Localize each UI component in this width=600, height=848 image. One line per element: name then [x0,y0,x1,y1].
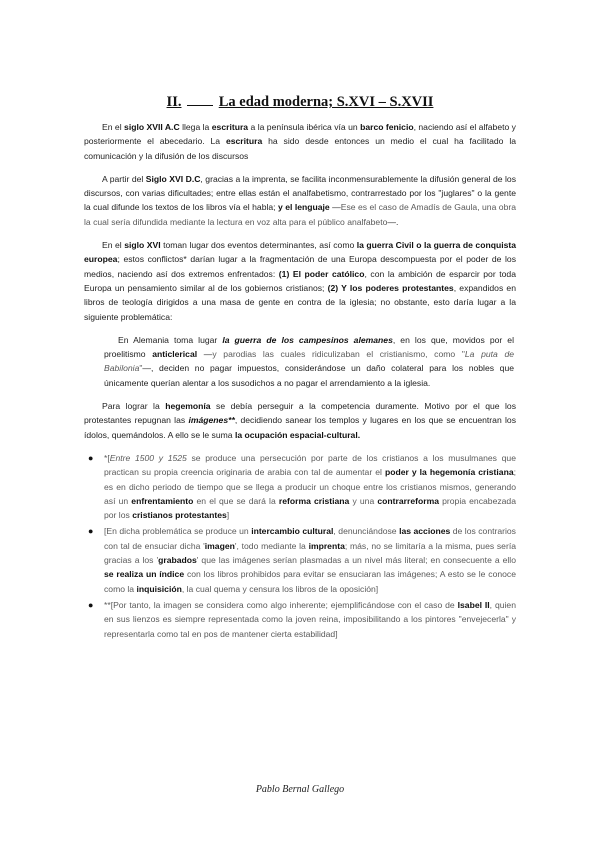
paragraph-2 [84,172,516,229]
text: , quien en sus lienzos es siempre representada como la joven reina, imposibilitando a los pintores "envejecerla" y representarla como tal en pos de mantener cierta estabilidad] [104,599,516,639]
bold-text: imprenta [308,540,345,551]
bold-text: grabados [158,555,197,566]
bold-text: se realiza un índice [104,569,185,580]
text: , gracias a la imprenta, se facilita inconmensurablemente la difusión general de los discursos, con varias dificultades; entre ellas están el analfabetismo, contrarrestado por los "juglares" o la gente la cual difunde los textos de los libros vía el habla; [84,173,516,213]
text: ', todo mediante la [234,540,309,551]
bold-text: reforma cristiana [278,495,350,506]
text: A partir del [102,173,146,184]
bold-text: poder y la hegemonía cristiana [384,467,514,478]
bold-text: siglo XVI [124,240,161,251]
text: , con la ambición de esparcir por toda Europa un pensamiento similar al de los gobiernos cristianos; [84,268,516,293]
text: toman lugar dos eventos determinantes, así como [160,240,357,251]
document-body [84,120,516,643]
italic-text: Entre 1500 y 1525 [109,452,187,463]
text: , expandidos en libros de teología dirigidos a una masa de gente en contra de la iglesia; no obstante, esto daría lugar a la siguiente problemática: [84,282,516,322]
bold-text: barco fenicio [360,122,414,132]
text: , en los que, movidos por el proelitismo [104,334,514,360]
text: se debía perseguir a la competencia duramente. Motivo por el que los protestantes repugnan las [84,401,516,426]
text: en el que se dará la [193,495,279,506]
bold-text: inquisición [136,583,182,594]
list-item [84,451,516,522]
text: *[ [104,452,110,463]
text: En el [102,122,125,132]
bold-text: escritura [225,136,263,147]
text: , la cual quema y censura los libros de la oposición] [181,583,379,594]
bold-text: siglo XVII A.C [124,122,180,132]
aside-text: y parodias las cuales ridiculizaban el cristianismo, como " [212,349,465,360]
bold-italic-text: la guerra de los campesinos alemanes [222,334,393,345]
bullet-icon: ● [88,599,94,610]
bold-text: Isabel II [457,599,490,610]
bold-text: la ocupación espacial-cultural. [234,429,361,440]
text: ' que las imágenes serían plasmadas a un nivel más literal; en consecuente a ello [196,555,516,566]
text: —, deciden no pagar impuestos, considerándose un daño colateral para los nobles que únicamente querían alentar a los susodichos a no pagar el arrendamiento a la iglesia. [104,363,514,388]
text: , decidiendo sanear los templos y lugares en los que se encuentran los ídolos, quemándolos. A ello se le suma [84,415,516,440]
aside-italic-text: La puta de Babilonia [104,349,515,374]
bullet-icon: ● [88,526,94,537]
bold-text: escritura [211,122,249,132]
text: ] [226,510,230,521]
text: y una [349,495,378,506]
bold-text: cristianos protestantes [132,510,227,521]
text: se produce una persecución por parte de los cristianos a los musulmanes que practican su propia creencia originaria de arabia con tal de aumentar el [104,452,516,478]
bullet-list [84,451,516,641]
text: , naciendo así el alfabeto y posteriormente el abecedario. La [84,122,516,147]
section-number: II. [166,94,182,110]
bullet-icon: ● [88,452,94,463]
bold-text: las acciones [399,526,451,537]
section-title [0,93,600,111]
aside-text: Ese es el caso de Amadís de Gaula, una obra la cual sería difundida mediante la lectura en voz alta para el público analfabeto [84,202,516,227]
bold-text: (2) Y los poderes protestantes [327,282,454,293]
text: llega la [179,122,212,132]
text: [En dicha problemática se produce un [104,526,252,537]
text: ha sido desde entonces un medio el cual ha facilitado la comunicación y la difusión de los discursos [84,136,517,161]
text: — [329,202,341,213]
text: a la península ibérica vía un [248,122,361,132]
text: En el [102,240,125,251]
bold-text: enfrentamiento [131,495,194,506]
bold-text: intercambio cultural [251,526,334,537]
text: ; es en dicho periodo de tiempo que se llega a producir un choque entre los cristianos mismos, generando así un [104,467,516,506]
title-underline-gap [187,93,213,106]
bold-italic-text: imágenes** [188,415,235,426]
paragraph-5 [84,399,516,442]
bold-text: anticlerical [152,349,198,360]
text: ; más, no se limitaría a la misma, pues sería gracias a los ' [104,540,516,566]
section-title-text: La edad moderna; S.XVI – S.XVII [218,94,434,110]
paragraph-4 [104,333,514,390]
text: Para lograr la [102,401,166,412]
paragraph-3 [84,238,516,324]
bold-text: y el lenguaje [278,202,330,213]
text: con los libros prohibidos para evitar se ensuciaran las imágenes; A esto se le conoce como la [104,569,516,594]
text: , denunciándose [333,526,400,537]
text: En Alemania toma lugar [118,334,223,345]
text: propia encabezada por los [104,495,516,521]
bold-text: imagen [204,540,235,551]
list-item [84,598,516,641]
author-signature: Pablo Bernal Gallego [255,784,345,795]
bold-text: Siglo XVI D.C [145,173,201,184]
text: — [197,349,213,360]
text: ; estos conflictos* darían lugar a la fragmentación de una Europa descompuesta por el poder de los medios, naciendo así dos extremos enfrentados: [84,254,516,279]
text: —. [387,216,399,227]
bold-text: (1) El poder católico [278,268,365,279]
aside-text: " [139,363,143,374]
paragraph-1 [84,120,516,163]
bold-text: hegemonía [165,401,211,412]
bold-text: la guerra Civil o la guerra de conquista europea [84,240,517,265]
list-item [84,524,516,595]
text: de los contrarios con tal de ensuciar dicha ' [104,526,516,551]
bold-text: contrarreforma [377,495,439,506]
text: **[Por tanto, la imagen se considera como algo inherente; ejemplificándose con el caso de [104,599,458,610]
